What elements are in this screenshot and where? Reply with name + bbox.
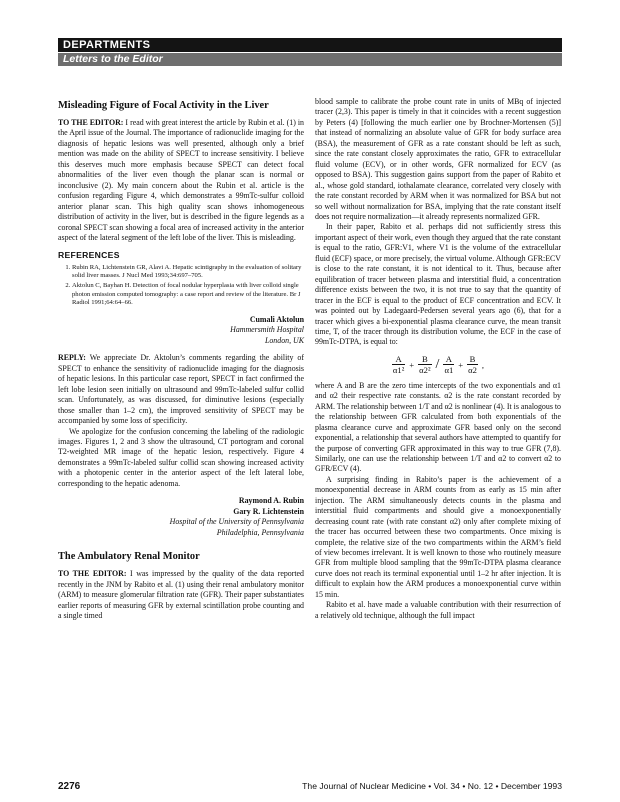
paragraph-text: blood sample to calibrate the probe count rate in units of MBq of injected tracer (2,3). This paper is timely in that it coincides with a recent suggestion by Peters (4) [following the much earlier one by Brochner-Mortensen (5)] that instead of normalizing an absolute value of GFR for body surface area (BSA), the measurement of GFR as a rate constant should be left as such, since the rate constant closely approximates the ratio, GFR to extracellular fluid volume (ECV), or in other words, GFR normalized for ECV (as opposed to BSA). This suggestion gains support from the paper of Rabito et al., whose gold standard, iothalamate clearance, correlated very closely with the rate constant recorded by ARM when it was normalized for BSA but not so well without normalization for BSA, implying that the rate constant itself does not require normalization—it already represents normalized GFR. — [315, 97, 561, 221]
author-location: London, UK — [264, 335, 304, 345]
paragraph-text: where A and B are the zero time intercepts of the two exponentials and α1 and α2 their respective rate constants. α2 is the rate constant recorded by ARM. The relationship between 1/T and α2 is nonlinear (4). It is analogous to the relationship between GFR calculated from both exponentials of the plasma clearance curve and approximate GFR based only on the second exponential, a relationship that several authors have attempted to quantify for the purpose of converting GFR approximated in this way to true GFR (7,8). Similarly, one can use the relationship between 1/T and α2 to convert α2 to GFR/ECV (4). — [315, 380, 561, 474]
paragraph-text: I read with great interest the article by Rubin et al. (1) in the April issue of the Journal. The importance of radionuclide imaging for the diagnosis of hepatic lesions was well presented, although only a brief mention was made on the ability of SPECT to increase sensitivity. I believe this deserves much more emphasis because SPECT can detect focal abnormalities of the liver even though the planar scan is normal or inconclusive (2). My main concern about the Rubin et al. article is the confusion regarding Figure 4, which demonstrates a 99mTc-sulfur colloid anterior planar scan. This high quality scan shows inhomogeneous distribution of activity in the liver, but is described in the figure legends as a coronal SPECT scan showing a focal area of increased activity in the anterior aspect of the lateral segment of the left lobe of the liver. This is misleading. — [58, 118, 305, 242]
paragraph-text: Rabito et al. have made a valuable contribution with their resurrection of a relatively old technique, although the full impact — [315, 600, 561, 620]
paragraph-text: In their paper, Rabito et al. perhaps did not sufficiently stress this important aspect of their work, even though they argued that the rate constant is equal to the ratio, GFR:V1, where V1 is the volume of the extracellular fluid (ECF) space, or more precisely, the virtual volume. Although GFR:ECV is close to the rate constant, it is not identical to it. Thus, because after equilibration of tracer between plasma and interstitial fluid, a concentration difference exists between the two, it is not true to say that the quantity of tracer in the ECF is equal to the product of ECF concentration and ECV. It was pointed out by Ladegaard-Pedersen several years ago (6), that for a tracer which gives a bi-exponential plasma clearance curve, the mean transit time, T, of the tracer through its distribution volume, the ECF in the case of 99mTc-DTPA, is equal to: — [315, 222, 561, 347]
lead-in: TO THE EDITOR: — [58, 118, 124, 127]
journal-citation: The Journal of Nuclear Medicine • Vol. 34 • No. 12 • December 1993 — [302, 781, 562, 791]
reply-paragraph-2: We apologize for the confusion concerning the labeling of the radiologic images. Figures 1, 2 and 3 show the ultrasound, CT portogram and coronal T2-weighted MR image of the hepatic lesion, respectively. Figure 4 demonstrates a 99mTc-labeled sulfur collid scan showing increased activity with a photopenic center in the anterior aspect of the left lateral lobe, corresponding to the hepatic adenoma. — [58, 426, 304, 488]
lead-in: REPLY: — [58, 353, 86, 363]
paragraph-text: I was impressed by the quality of the data reported recently in the JNM by Rabito et al. (1) using their renal ambulatory monitor (ARM) to measure glomerular filtration rate (GFR). Their paper substantiates earlier reports of measuring GFR by external scintillation probe counting and a single timed — [58, 569, 304, 621]
reference-list — [58, 264, 304, 308]
transit-time-equation: $\frac{A}{\text{α1²}}$ + $\frac{B}{\text{α2²}}$ / $\frac{A}{\alpha 1}$ + $\frac{B}{\alpha 2}$ , — [392, 353, 485, 376]
letter-paragraph — [58, 118, 304, 243]
letters-banner: Letters to the Editor — [58, 53, 562, 66]
reference-item: 1. Rubin RA, Lichtenstein GR, Alavi A. Hepatic scintigraphy in the evaluation of solitary solid liver masses. J Nucl Med 1993;34:697–705. — [72, 264, 304, 281]
author-name: Raymond A. Rubin — [238, 496, 304, 506]
author-affiliation: Hospital of the University of Pennsylvania — [169, 517, 304, 527]
lead-in: TO THE EDITOR: — [58, 569, 127, 579]
references-heading: REFERENCES — [58, 250, 120, 261]
equation-fraction: $\frac{A}{\text{α1²}}$ — [392, 353, 405, 376]
author-location: Philadelphia, Pennsylvania — [216, 527, 304, 537]
author-name: Cumali Aktolun — [249, 314, 304, 324]
reference-item: 2. Aktolun C, Bayhan H. Detection of focal nodular hyperplasia with liver colloid single photon emission computed tomography: a case report and review of the literature. Br J Radiol 1991;64:64–66. — [72, 282, 304, 308]
author-name: Gary R. Lichtenstein — [233, 506, 304, 516]
reply-paragraph — [58, 353, 304, 426]
letter-title-liver: Misleading Figure of Focal Activity in the Liver — [58, 100, 269, 111]
departments-banner: DEPARTMENTS — [58, 38, 562, 52]
right-column — [315, 97, 561, 621]
author-affiliation: Hammersmith Hospital — [230, 325, 304, 335]
left-column — [58, 99, 304, 622]
equation-fraction: $\frac{B}{\text{α2²}}$ — [419, 353, 431, 376]
letter-title-renal: The Ambulatory Renal Monitor — [58, 551, 200, 563]
page-footer — [58, 781, 562, 792]
signature-block — [58, 496, 304, 538]
page-number: 2276 — [58, 781, 81, 792]
equation-fraction: $\frac{A}{\alpha 1}$ — [444, 353, 454, 376]
paragraph-text: We appreciate Dr. Aktolun’s comments regarding the ability of SPECT to enhance the sensitivity of radionuclide imaging for the diagnosis of hepatic lesions. In this particular case report, SPECT in fact confirmed the left lobe lesion seen initially on ultrasound and 99mTc-labeled sulfur collid scan. Unfortunately, as was discussed, for diminutive lesions (especially those smaller than 1–2 cm), the improved sensitivity of SPECT may be accompanied by some loss of specificity. — [58, 353, 304, 426]
signature-block — [58, 315, 304, 347]
paragraph-text: A surprising finding in Rabito’s paper is the achievement of a monoexponential decrease in ARM counts from as early as 15 min after injection. The ARM simultaneously detects counts in the plasma and interstitial fluid compartments and should give a monoexponentially decreasing count rate (with rate constant α2) only after complete mixing of the tracer has occurred between these two compartments. Once mixing is complete, the relative size of the two compartments within the ARM’s field of view becomes irrelevant. It is well known to those who routinely measure GFR from multiple blood sampling that the 99mTc-DTPA plasma clearance curve does not reach its terminal exponential until 1–2 hr after injection. It is difficult to explain how the ARM produces a monoexponential curve within 15 min. — [315, 474, 561, 599]
section-header — [58, 38, 562, 66]
equation-fraction: $\frac{B}{\alpha 2}$ — [468, 353, 477, 376]
letter-paragraph — [58, 569, 304, 621]
